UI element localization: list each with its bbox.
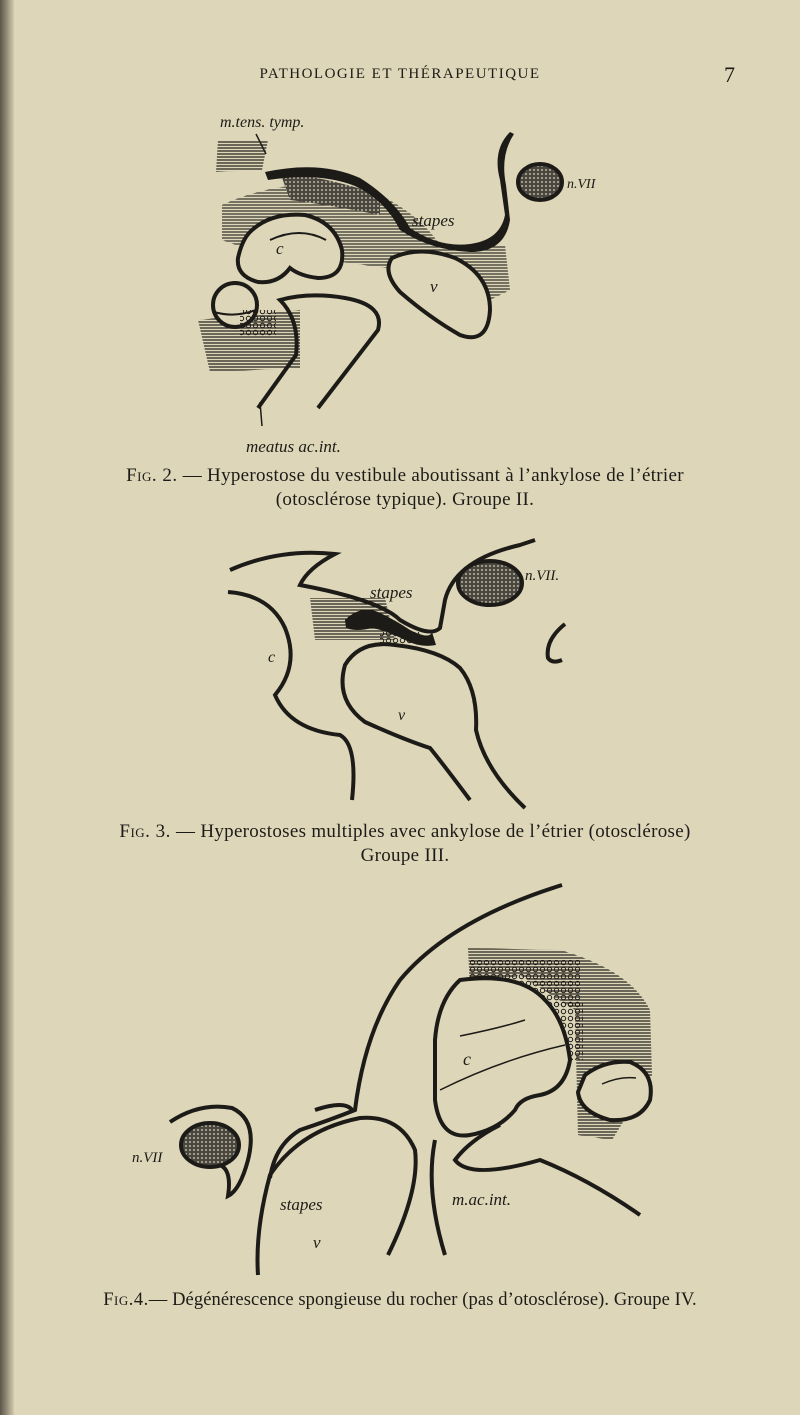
- label-stapes: stapes: [412, 211, 455, 230]
- figure-3-number: Fig. 3.: [119, 821, 171, 842]
- vestibule-outline: [343, 644, 526, 808]
- figure-2-number: Fig. 2.: [126, 465, 178, 486]
- label-stapes: stapes: [370, 583, 413, 602]
- label-v: v: [430, 277, 438, 296]
- label-stapes: stapes: [280, 1195, 323, 1214]
- label-m-ac-int: m.ac.int.: [452, 1190, 512, 1209]
- page-number: 7: [724, 62, 735, 87]
- figure-3-caption-line1: — Hyperostoses multiples avec ankylose de l’étrier (otosclérose): [170, 821, 691, 842]
- n-vii-ellipse: [518, 164, 562, 200]
- figure-4-caption: [58, 1288, 742, 1312]
- label-c: c: [463, 1049, 471, 1069]
- figure-2-caption-line1: — Hyperostose du vestibule aboutissant à l’ankylose de l’étrier: [177, 465, 684, 486]
- n-vii-ellipse: [458, 561, 522, 605]
- label-v: v: [313, 1233, 321, 1252]
- figure-3-caption-line2: Groupe III.: [360, 845, 450, 866]
- running-title: PATHOLOGIE ET THÉRAPEUTIQUE: [259, 66, 541, 82]
- figure-4-caption-text: — Dégénérescence spongieuse du rocher (pas d’otosclérose). Groupe IV.: [148, 1290, 697, 1310]
- figure-2-diagram: [0, 100, 800, 460]
- label-n-vii: n.VII: [567, 177, 596, 192]
- n-vii-ellipse: [181, 1123, 239, 1167]
- label-n-vii: n.VII.: [525, 568, 560, 584]
- figure-2-caption-line2: (otosclérose typique). Groupe II.: [275, 489, 535, 510]
- label-c: c: [276, 239, 284, 258]
- label-c: c: [268, 649, 276, 666]
- label-meatus: meatus ac.int.: [246, 437, 341, 456]
- figure-3-diagram: [0, 530, 800, 815]
- canal-loop: [578, 1062, 651, 1120]
- figure-2-caption: [60, 464, 750, 512]
- label-v: v: [398, 707, 406, 724]
- figure-3-caption: [60, 820, 750, 868]
- figure-4-number: Fig.4.: [103, 1290, 149, 1310]
- figure-4-diagram: [0, 872, 800, 1282]
- label-n-vii: n.VII: [132, 1150, 163, 1166]
- label-m-tens-tymp: m.tens. tymp.: [220, 114, 305, 131]
